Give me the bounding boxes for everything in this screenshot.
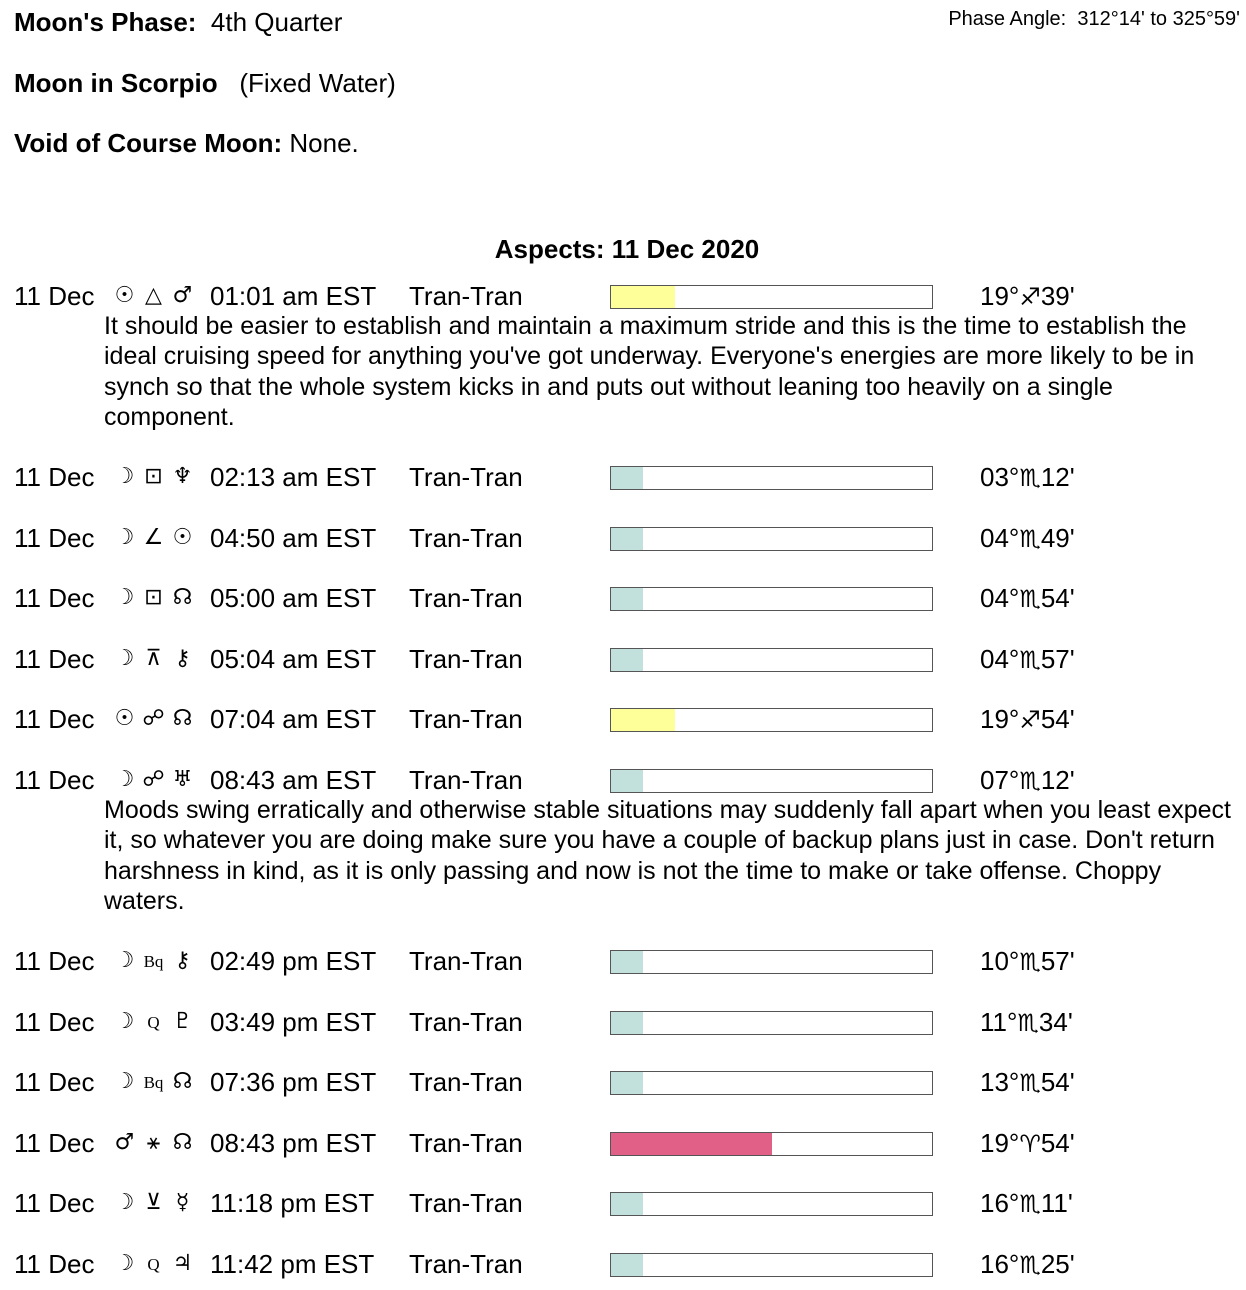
zodiac-sign-glyph: ♏ xyxy=(1019,767,1041,795)
strength-bar-fill xyxy=(611,528,643,550)
aspect-type: Tran-Tran xyxy=(409,765,523,795)
position-degrees: 16° xyxy=(980,1188,1020,1218)
aspect-time: 11:18 pm EST xyxy=(210,1188,375,1218)
position-degrees: 07° xyxy=(980,765,1020,795)
aspect-time: 01:01 am EST xyxy=(210,281,377,311)
aspect-glyphs xyxy=(110,765,210,795)
planet-2-glyph: ☊ xyxy=(172,585,193,610)
aspect-glyphs xyxy=(110,1128,210,1158)
aspect-type: Tran-Tran xyxy=(409,1188,523,1218)
strength-bar-fill xyxy=(611,1193,643,1215)
aspect-glyph: ⚹ xyxy=(146,1130,161,1155)
zodiac-sign-glyph: ♈ xyxy=(1019,1130,1041,1158)
aspect-time: 05:04 am EST xyxy=(210,644,377,674)
aspect-glyph: ⊡ xyxy=(144,585,163,610)
aspect-date: 11 Dec xyxy=(14,644,95,674)
planet-1-glyph: ☽ xyxy=(114,525,135,550)
aspect-glyph: Q xyxy=(147,1013,160,1032)
zodiac-sign-glyph: ♐ xyxy=(1019,706,1041,734)
moon-sign-line xyxy=(14,68,396,98)
aspect-position xyxy=(980,1067,1075,1098)
strength-bar-fill xyxy=(611,286,675,308)
strength-bar xyxy=(610,1132,933,1156)
aspect-glyphs xyxy=(110,281,210,311)
aspect-position xyxy=(980,1249,1075,1280)
position-degrees: 11° xyxy=(980,1007,1018,1037)
position-minutes: 54' xyxy=(1040,1128,1075,1158)
aspect-type: Tran-Tran xyxy=(409,281,523,311)
strength-bar-fill xyxy=(611,709,675,731)
position-degrees: 19° xyxy=(980,1128,1020,1158)
zodiac-sign-glyph: ♐ xyxy=(1019,283,1041,311)
strength-bar-fill xyxy=(611,1133,772,1155)
strength-bar-fill xyxy=(611,588,643,610)
planet-2-glyph: ⚷ xyxy=(174,646,191,671)
aspect-glyphs xyxy=(110,523,210,553)
planet-2-glyph: ⚷ xyxy=(174,948,191,973)
aspect-time: 04:50 am EST xyxy=(210,523,377,553)
aspect-time: 08:43 pm EST xyxy=(210,1128,377,1158)
position-minutes: 25' xyxy=(1040,1249,1075,1279)
aspect-description: It should be easier to establish and maintain a maximum stride and this is the time to establish the ideal cruising speed for anything you've got underway. Everyone's energies are more likely to be in synch so that the whole system kicks in and puts out without leaning too heavily on a single component. xyxy=(104,312,1195,431)
position-degrees: 19° xyxy=(980,704,1020,734)
strength-bar xyxy=(610,285,933,309)
planet-2-glyph: ☿ xyxy=(175,1190,190,1215)
aspect-glyphs xyxy=(110,1007,210,1038)
strength-bar xyxy=(610,708,933,732)
aspect-position xyxy=(980,462,1075,493)
strength-bar-fill xyxy=(611,467,643,489)
aspect-position xyxy=(980,523,1075,554)
planet-2-glyph: ♇ xyxy=(172,1009,193,1034)
aspect-position xyxy=(980,583,1075,614)
strength-bar xyxy=(610,950,933,974)
aspect-type: Tran-Tran xyxy=(409,1007,523,1037)
planet-1-glyph: ☽ xyxy=(114,585,135,610)
position-minutes: 54' xyxy=(1040,583,1075,613)
aspect-glyphs xyxy=(110,1249,210,1280)
strength-bar-fill xyxy=(611,1072,643,1094)
position-degrees: 13° xyxy=(980,1067,1020,1097)
position-degrees: 19° xyxy=(980,281,1020,311)
aspect-position xyxy=(980,1188,1073,1219)
aspect-type: Tran-Tran xyxy=(409,704,523,734)
position-minutes: 39' xyxy=(1040,281,1075,311)
zodiac-sign-glyph: ♏ xyxy=(1019,948,1041,976)
zodiac-sign-glyph: ♏ xyxy=(1017,1009,1039,1037)
moon-phase-label: Moon's Phase: xyxy=(14,7,197,37)
position-minutes: 54' xyxy=(1040,704,1075,734)
aspect-date: 11 Dec xyxy=(14,1188,95,1218)
aspect-glyph: ∠ xyxy=(143,525,164,550)
planet-2-glyph: ♃ xyxy=(172,1251,193,1276)
strength-bar-fill xyxy=(611,770,643,792)
aspect-date: 11 Dec xyxy=(14,462,95,492)
aspect-date: 11 Dec xyxy=(14,1067,95,1097)
zodiac-sign-glyph: ♏ xyxy=(1019,1251,1041,1279)
aspect-position xyxy=(980,704,1075,735)
position-minutes: 12' xyxy=(1040,765,1075,795)
planet-2-glyph: ♅ xyxy=(172,767,193,792)
aspect-glyph: ⊻ xyxy=(145,1190,162,1215)
strength-bar xyxy=(610,648,933,672)
aspect-type: Tran-Tran xyxy=(409,462,523,492)
planet-2-glyph: ☊ xyxy=(172,706,193,731)
strength-bar xyxy=(610,1011,933,1035)
aspect-glyphs xyxy=(110,946,210,977)
aspect-time: 07:36 pm EST xyxy=(210,1067,377,1097)
position-minutes: 57' xyxy=(1040,644,1075,674)
aspect-position xyxy=(980,1128,1075,1159)
aspect-position xyxy=(980,765,1075,796)
aspect-glyphs xyxy=(110,704,210,734)
aspect-date: 11 Dec xyxy=(14,946,95,976)
strength-bar xyxy=(610,587,933,611)
planet-2-glyph: ♂ xyxy=(172,283,193,308)
aspect-time: 08:43 am EST xyxy=(210,765,377,795)
aspect-time: 07:04 am EST xyxy=(210,704,377,734)
strength-bar-fill xyxy=(611,1012,643,1034)
planet-1-glyph: ☽ xyxy=(114,464,135,489)
aspect-type: Tran-Tran xyxy=(409,583,523,613)
aspect-type: Tran-Tran xyxy=(409,523,523,553)
position-minutes: 49' xyxy=(1040,523,1075,553)
position-minutes: 11' xyxy=(1040,1188,1073,1218)
phase-angle-label: Phase Angle: xyxy=(948,8,1067,30)
aspect-date: 11 Dec xyxy=(14,765,95,795)
aspect-position xyxy=(980,644,1075,675)
strength-bar-fill xyxy=(611,649,643,671)
planet-1-glyph: ☽ xyxy=(114,646,135,671)
aspect-type: Tran-Tran xyxy=(409,946,523,976)
moon-phase-value: 4th Quarter xyxy=(210,7,343,37)
aspect-date: 11 Dec xyxy=(14,583,95,613)
planet-1-glyph: ♂ xyxy=(114,1130,135,1155)
zodiac-sign-glyph: ♏ xyxy=(1019,525,1041,553)
zodiac-sign-glyph: ♏ xyxy=(1019,464,1041,492)
aspect-position xyxy=(980,1007,1073,1038)
aspect-glyph: ⊡ xyxy=(144,464,163,489)
aspect-glyphs xyxy=(110,644,210,674)
aspect-glyphs xyxy=(110,462,210,492)
aspect-type: Tran-Tran xyxy=(409,1249,523,1279)
planet-1-glyph: ☉ xyxy=(114,283,135,308)
aspect-date: 11 Dec xyxy=(14,704,95,734)
planet-2-glyph: ☉ xyxy=(172,525,193,550)
planet-1-glyph: ☽ xyxy=(114,1009,135,1034)
position-minutes: 34' xyxy=(1038,1007,1073,1037)
strength-bar xyxy=(610,1192,933,1216)
position-minutes: 54' xyxy=(1040,1067,1075,1097)
aspect-date: 11 Dec xyxy=(14,281,95,311)
zodiac-sign-glyph: ♏ xyxy=(1019,1069,1041,1097)
aspect-position xyxy=(980,946,1075,977)
aspect-glyphs xyxy=(110,1067,210,1098)
aspect-type: Tran-Tran xyxy=(409,1128,523,1158)
strength-bar xyxy=(610,1253,933,1277)
aspect-description: Moods swing erratically and otherwise stable situations may suddenly fall apart when you least expect it, so whatever you are doing make sure you have a couple of backup plans just in case. Don't return harshness in kind, as it is only passing and now is not the time to make or take offense. Choppy waters. xyxy=(104,796,1231,915)
position-degrees: 04° xyxy=(980,523,1020,553)
planet-1-glyph: ☉ xyxy=(114,706,135,731)
aspect-type: Tran-Tran xyxy=(409,1067,523,1097)
planet-1-glyph: ☽ xyxy=(114,1251,135,1276)
strength-bar xyxy=(610,466,933,490)
moon-sign-label: Moon in Scorpio xyxy=(14,68,218,98)
moon-sign-value: (Fixed Water) xyxy=(239,68,396,98)
position-degrees: 10° xyxy=(980,946,1020,976)
void-of-course-value: None. xyxy=(289,128,359,158)
position-degrees: 03° xyxy=(980,462,1020,492)
aspect-glyphs xyxy=(110,1188,210,1218)
moon-phase-line xyxy=(14,7,342,37)
planet-2-glyph: ☊ xyxy=(172,1130,193,1155)
aspect-glyph: ☍ xyxy=(142,706,165,731)
position-minutes: 57' xyxy=(1040,946,1075,976)
aspect-position xyxy=(980,281,1075,312)
planet-1-glyph: ☽ xyxy=(114,1190,135,1215)
aspect-date: 11 Dec xyxy=(14,523,95,553)
strength-bar xyxy=(610,1071,933,1095)
planet-2-glyph: ☊ xyxy=(172,1069,193,1094)
aspects-title: Aspects: 11 Dec 2020 xyxy=(494,234,760,264)
aspect-date: 11 Dec xyxy=(14,1249,95,1279)
aspect-time: 02:49 pm EST xyxy=(210,946,377,976)
zodiac-sign-glyph: ♏ xyxy=(1019,646,1041,674)
aspect-glyph: Bq xyxy=(143,1073,164,1092)
phase-angle-value: 312°14' to 325°59' xyxy=(1077,8,1240,30)
position-degrees: 04° xyxy=(980,583,1020,613)
aspect-glyph: △ xyxy=(145,283,162,308)
aspect-glyph: Q xyxy=(147,1255,160,1274)
strength-bar-fill xyxy=(611,951,643,973)
strength-bar xyxy=(610,769,933,793)
planet-1-glyph: ☽ xyxy=(114,948,135,973)
phase-angle xyxy=(948,8,1240,31)
position-minutes: 12' xyxy=(1040,462,1075,492)
aspect-glyph: Bq xyxy=(143,952,164,971)
zodiac-sign-glyph: ♏ xyxy=(1019,585,1041,613)
zodiac-sign-glyph: ♏ xyxy=(1019,1190,1041,1218)
aspect-glyph: ☍ xyxy=(142,767,165,792)
aspect-date: 11 Dec xyxy=(14,1007,95,1037)
aspect-time: 03:49 pm EST xyxy=(210,1007,377,1037)
aspect-time: 02:13 am EST xyxy=(210,462,377,492)
aspect-type: Tran-Tran xyxy=(409,644,523,674)
aspect-date: 11 Dec xyxy=(14,1128,95,1158)
void-of-course-label: Void of Course Moon: xyxy=(14,128,283,158)
planet-1-glyph: ☽ xyxy=(114,1069,135,1094)
aspect-glyph: ⊼ xyxy=(145,646,162,671)
position-degrees: 16° xyxy=(980,1249,1020,1279)
aspect-time: 11:42 pm EST xyxy=(210,1249,375,1279)
aspect-time: 05:00 am EST xyxy=(210,583,377,613)
position-degrees: 04° xyxy=(980,644,1020,674)
strength-bar xyxy=(610,527,933,551)
aspect-glyphs xyxy=(110,583,210,613)
planet-1-glyph: ☽ xyxy=(114,767,135,792)
planet-2-glyph: ♆ xyxy=(172,464,193,489)
strength-bar-fill xyxy=(611,1254,643,1276)
void-of-course-line xyxy=(14,128,359,158)
